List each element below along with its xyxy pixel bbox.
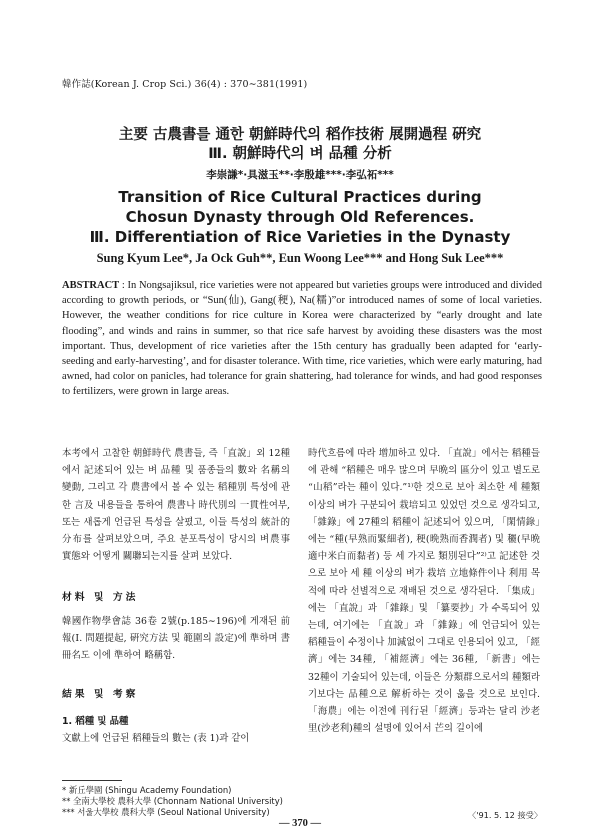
materials-text: 韓國作物學會誌 36卷 2號(p.185∼196)에 게재된 前報(Ⅰ. 問題提起, 硏究方法 및 範圍의 設定)에 準하며 書冊名도 이에 準하여 略稱함. — [62, 616, 290, 662]
korean-title — [0, 126, 600, 164]
results-paragraph-right — [308, 445, 540, 737]
results-text-right: 時代흐름에 따라 增加하고 있다. 「直說」에서는 稻種들에 관해 “稻種은 매우 많으며 早晩의 區分이 있고 별도로 “山稻”라는 種이 있다.”¹⁾한 것으로 보아 최소한 세 種類 이상의 벼가 구분되어 栽培되고 있었던 것으로 생각되고, 「雜錄」에 27種의 稻種이 記述되어 있으며, 「閑情錄」에는 “種(早熟而緊細者), 稉(晩熟而香潤者) 및 穲(早晩適中米白而黏者) 등 세 가지로 類別된다”²⁾고 記述한 것으로 보아 세 種 이상의 벼가 栽培 立地條件이나 利用 목적에 따라 선별적으로 재배된 것으로 생각된다. 「集成」에는 「直說」과 「雜錄」및 「纂要抄」가 수록되어 있는데, 여기에는 「直說」과 「雜錄」에 언급되어 있는 稻種들이 수정이나 加減없이 그대로 인용되어 있고, 「經濟」에는 34種, 「補經濟」에는 36種, 「新書」에는 32種이 기술되어 있는데, 이들은 分類群으로서의 種類라기보다는 品種으로 解析하는 것이 옳을 것으로 보인다. 「海農」에는 이전에 刊行된「經濟」등과는 달리 沙老里(沙老利)種의 설명에 있어서 芒의 길이에 — [308, 448, 540, 735]
english-title — [0, 187, 600, 247]
subsection-heading: 1. 稻種 및 品種 — [62, 716, 129, 727]
abstract — [62, 278, 542, 400]
abstract-label: ABSTRACT — [62, 280, 120, 291]
footnote-3: *** 서울大學校 農科大學 (Seoul National University) — [62, 807, 270, 817]
materials-heading: 材料 및 方法 — [62, 592, 139, 603]
results-heading: 結果 및 考察 — [62, 689, 139, 700]
footnote-1: * 新丘學園 (Shingu Academy Foundation) — [62, 785, 232, 795]
results-paragraph-left — [62, 730, 290, 747]
page-number: — 370 — — [279, 818, 321, 829]
english-title-line2: Chosun Dynasty through Old References. — [125, 208, 475, 226]
intro-paragraph — [62, 445, 290, 565]
english-authors: Sung Kyum Lee*, Ja Ock Guh**, Eun Woong Lee*** and Hong Suk Lee*** — [96, 251, 504, 265]
footnotes — [62, 785, 322, 818]
korean-title-line2: Ⅲ. 朝鮮時代의 벼 品種 分析 — [208, 146, 392, 162]
english-title-line3: Ⅲ. Differentiation of Rice Varieties in the Dynasty — [89, 228, 511, 246]
korean-authors: 李崇謙*·具滋玉**·李殷雄***·李弘祏*** — [206, 169, 394, 181]
results-text-left: 文獻上에 언급된 稻種들의 數는 (表 1)과 같이 — [62, 733, 250, 744]
intro-text: 本考에서 고찰한 朝鮮時代 農書들, 즉「直說」외 12種에서 記述되어 있는 벼 品種 및 품종들의 數와 名稱의 變動, 그리고 각 農書에서 볼 수 있는 稻種別 특성에 관한 言及 내용들을 통하여 農書나 時代別의 一貫性여부, 또는 새롭게 언급된 특성을 살폈고, 이들 특성의 統計的 分布를 살펴보았으며, 주요 분포특성이 당시의 벼農事 實態와 어떻게 關聯되는지를 살펴 보았다. — [62, 448, 290, 563]
footnote-rule — [62, 780, 122, 781]
received-date: 〈'91. 5. 12 接受〉 — [468, 810, 543, 820]
materials-paragraph — [62, 613, 290, 665]
materials-heading-block — [62, 589, 290, 606]
abstract-text: : In Nongsajiksul, rice varieties were not appeared but varieties groups were introduced and divided according to growth periods, or “Sun(仙), Gang(稉), Na(糯)”or introduced names of some of local varieties. However, the weather conditions for rice culture in Korea were characterized by “early drought and late flooding”, and winds and rains in summer, so that rice safe harvest by avoiding these disasters was the most important. Thus, development of rice varieties after the 15th century has gradually been adapted for ‘early-seeding and early-harvesting’, and for disaster tolerance. With time, rice varieties, which were early maturing, had awned, had color on panicles, had tolerance for grain shattering, had tolerance for winds, and had good responses to fertilizers, were grown in large areas. — [62, 280, 542, 398]
english-title-line1: Transition of Rice Cultural Practices during — [118, 188, 482, 206]
korean-title-line1: 主要 古農書를 通한 朝鮮時代의 稻作技術 展開過程 硏究 — [118, 127, 482, 143]
footnote-2: ** 全南大學校 農科大學 (Chonnam National University) — [62, 796, 283, 806]
journal-citation: 韓作誌(Korean J. Crop Sci.) 36(4) : 370∼381(1991) — [62, 79, 308, 90]
results-heading-block — [62, 686, 290, 703]
